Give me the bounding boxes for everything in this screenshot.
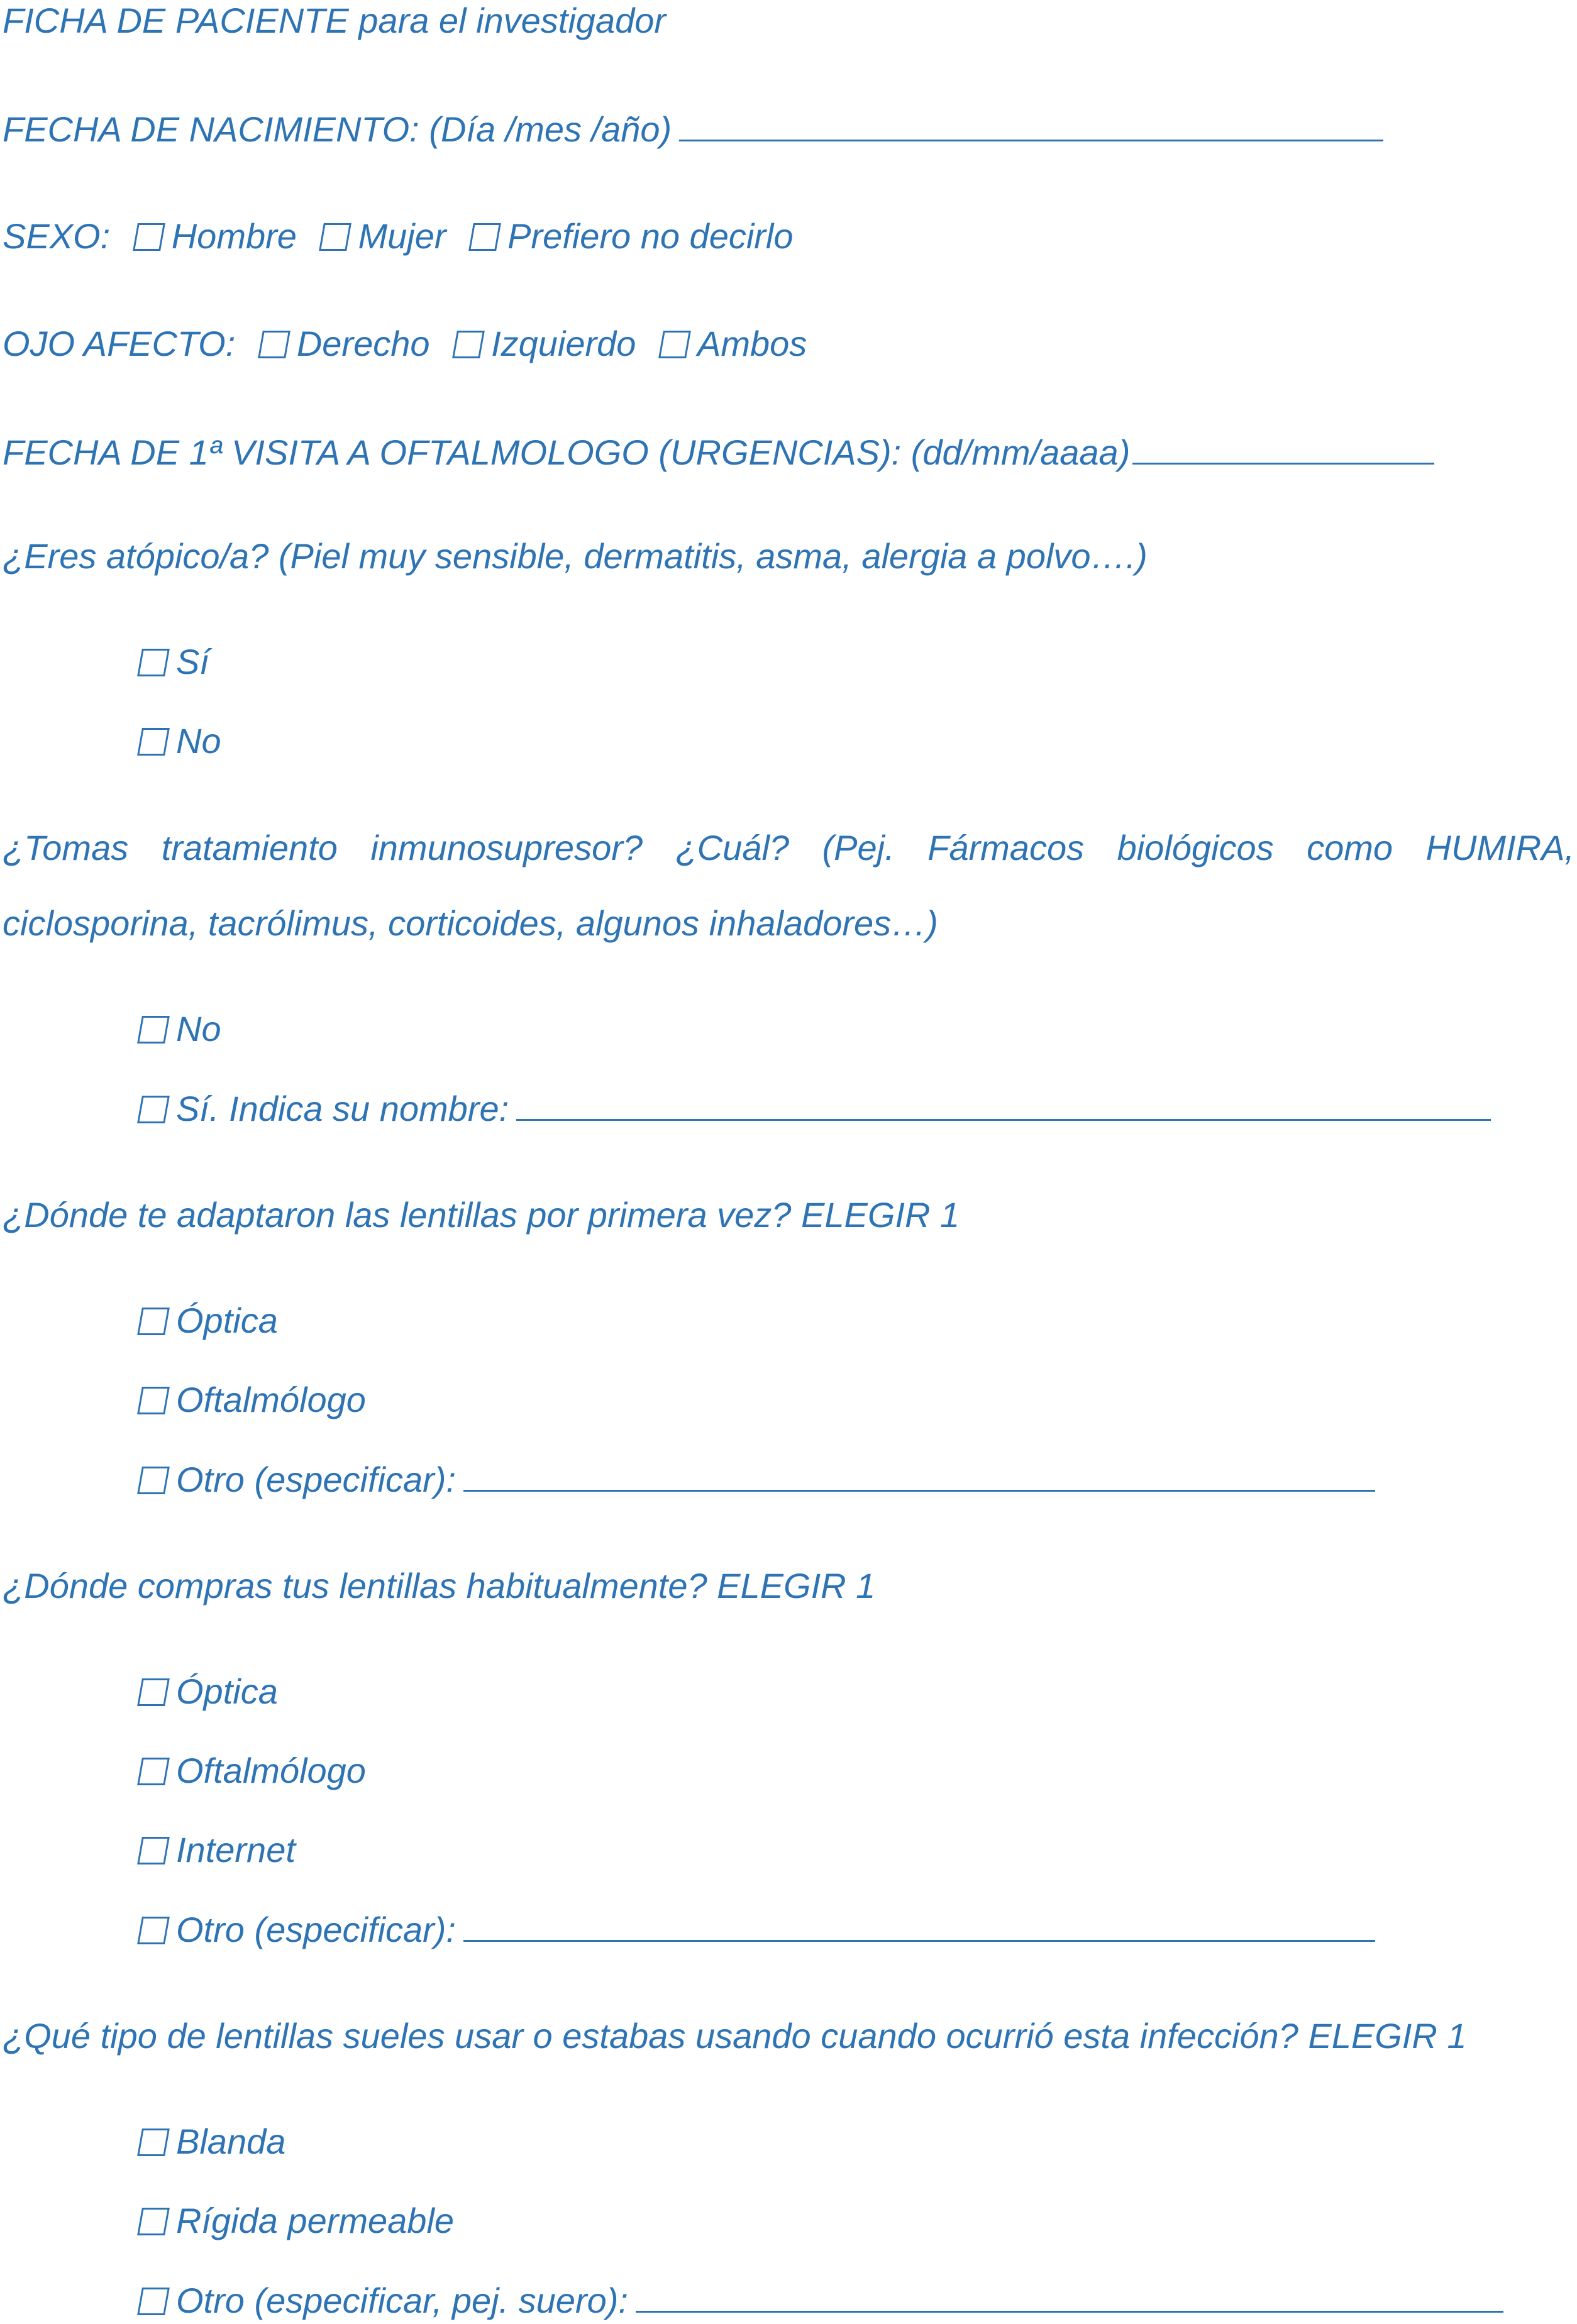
checkbox-icon[interactable] bbox=[137, 1758, 170, 1785]
checkbox-icon[interactable] bbox=[137, 2208, 170, 2235]
type-question: ¿Qué tipo de lentillas sueles usar o estabas usando cuando ocurrió esta infección? ELEGIR 1 bbox=[3, 2016, 1467, 2056]
first-visit-row bbox=[3, 431, 1434, 473]
type-option-otro[interactable]: Otro (especificar, pej. suero): bbox=[140, 2279, 1503, 2321]
sex-label: SEXO: bbox=[3, 216, 111, 256]
buy-question: ¿Dónde compras tus lentillas habitualmente? ELEGIR 1 bbox=[3, 1566, 876, 1605]
eye-label: OJO AFECTO: bbox=[3, 324, 236, 363]
checkbox-icon[interactable] bbox=[258, 331, 290, 358]
sex-option-hombre[interactable]: Hombre bbox=[135, 216, 297, 256]
dob-label: FECHA DE NACIMIENTO: (Día /mes /año) bbox=[3, 109, 672, 149]
checkbox-icon[interactable] bbox=[137, 1467, 170, 1494]
checkbox-icon[interactable] bbox=[133, 223, 165, 251]
buy-other-input-line[interactable] bbox=[463, 1908, 1375, 1942]
immuno-name-input-line[interactable] bbox=[516, 1088, 1491, 1121]
eye-option-ambos[interactable]: Ambos bbox=[661, 324, 807, 363]
checkbox-icon[interactable] bbox=[137, 1387, 170, 1414]
first-visit-input-line[interactable] bbox=[1132, 431, 1434, 465]
buy-option-optica[interactable]: Óptica bbox=[140, 1671, 278, 1712]
type-other-input-line[interactable] bbox=[636, 2279, 1503, 2313]
checkbox-icon[interactable] bbox=[137, 2288, 170, 2315]
adapt-option-optica[interactable]: Óptica bbox=[140, 1300, 278, 1341]
checkbox-icon[interactable] bbox=[137, 1096, 170, 1123]
immuno-question-line1: ¿Tomas tratamiento inmunosupresor? ¿Cuál? (Pej. Fármacos biológicos como HUMIRA, bbox=[3, 828, 1574, 867]
buy-option-otro[interactable]: Otro (especificar): bbox=[140, 1908, 1375, 1951]
eye-option-derecho[interactable]: Derecho bbox=[260, 324, 430, 363]
immuno-option-si[interactable]: Sí. Indica su nombre: bbox=[140, 1088, 1491, 1130]
form-title: FICHA DE PACIENTE para el investigador bbox=[3, 1, 667, 40]
checkbox-icon[interactable] bbox=[137, 728, 170, 756]
checkbox-icon[interactable] bbox=[452, 331, 485, 358]
atopic-question: ¿Eres atópico/a? (Piel muy sensible, dermatitis, asma, alergia a polvo….) bbox=[3, 536, 1148, 576]
immuno-option-no[interactable]: No bbox=[140, 1008, 221, 1050]
adapt-option-otro[interactable]: Otro (especificar): bbox=[140, 1458, 1375, 1501]
sex-option-mujer[interactable]: Mujer bbox=[321, 216, 446, 256]
adapt-other-input-line[interactable] bbox=[463, 1458, 1375, 1492]
checkbox-icon[interactable] bbox=[319, 223, 352, 251]
immuno-question-line2: ciclosporina, tacrólimus, corticoides, algunos inhaladores…) bbox=[3, 903, 938, 943]
checkbox-icon[interactable] bbox=[137, 649, 170, 676]
buy-option-internet[interactable]: Internet bbox=[140, 1829, 296, 1871]
dob-input-line[interactable] bbox=[679, 108, 1383, 141]
checkbox-icon[interactable] bbox=[468, 223, 501, 251]
checkbox-icon[interactable] bbox=[137, 2128, 170, 2156]
buy-option-oftalmologo[interactable]: Oftalmólogo bbox=[140, 1750, 366, 1792]
checkbox-icon[interactable] bbox=[137, 1308, 170, 1335]
eye-option-izquierdo[interactable]: Izquierdo bbox=[455, 324, 636, 363]
eye-row bbox=[3, 323, 807, 365]
dob-row bbox=[3, 108, 1383, 150]
checkbox-icon[interactable] bbox=[137, 1917, 170, 1944]
checkbox-icon[interactable] bbox=[137, 1837, 170, 1864]
adapt-question: ¿Dónde te adaptaron las lentillas por primera vez? ELEGIR 1 bbox=[3, 1195, 960, 1235]
type-option-blanda[interactable]: Blanda bbox=[140, 2121, 285, 2162]
adapt-option-oftalmologo[interactable]: Oftalmólogo bbox=[140, 1379, 366, 1421]
checkbox-icon[interactable] bbox=[137, 1678, 170, 1706]
sex-row bbox=[3, 216, 794, 257]
checkbox-icon[interactable] bbox=[137, 1016, 170, 1044]
atopic-option-no[interactable]: No bbox=[140, 720, 221, 762]
type-option-rigida[interactable]: Rígida permeable bbox=[140, 2200, 454, 2242]
checkbox-icon[interactable] bbox=[658, 331, 691, 358]
first-visit-label: FECHA DE 1ª VISITA A OFTALMOLOGO (URGENCIAS): (dd/mm/aaaa) bbox=[3, 432, 1131, 472]
atopic-option-si[interactable]: Sí bbox=[140, 641, 209, 683]
sex-option-prefiero[interactable]: Prefiero no decirlo bbox=[471, 216, 793, 256]
